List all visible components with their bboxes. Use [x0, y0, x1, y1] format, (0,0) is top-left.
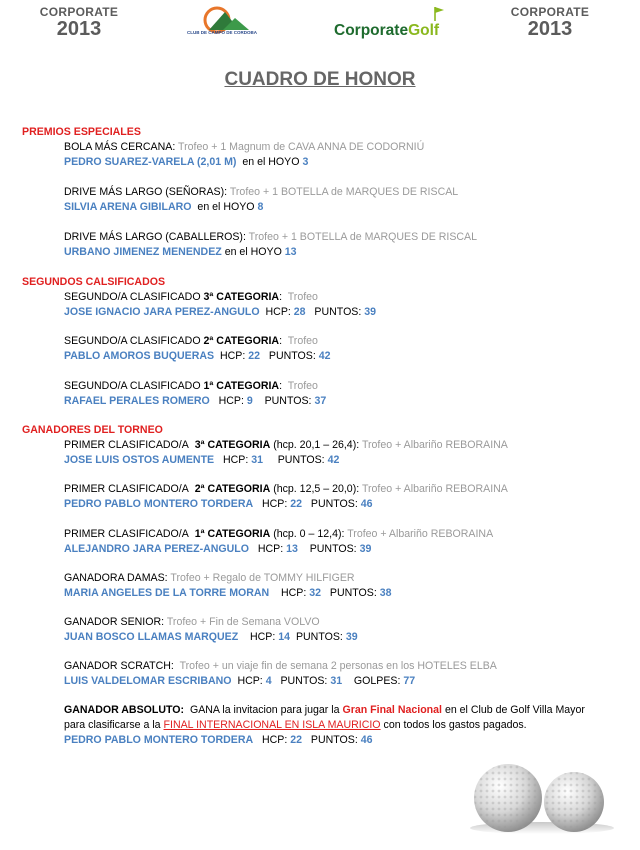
winner-name: URBANO JIMENEZ MENENDEZ — [64, 246, 222, 258]
prize-line-primero-1 — [64, 528, 493, 541]
corporate-2013-badge-left — [36, 6, 122, 39]
prize-line-segundo-3: SEGUNDO/A CLASIFICADO 3ª CATEGORIA: Trofeo — [64, 291, 318, 303]
category: 2ª CATEGORIA — [203, 335, 280, 347]
prize-line-segundo-2: SEGUNDO/A CLASIFICADO 2ª CATEGORIA: Trofeo — [64, 335, 318, 347]
hcp-value: 31 — [251, 454, 264, 466]
puntos-label: PUNTOS: — [277, 454, 325, 466]
prize-label: BOLA MÁS CERCANA: — [64, 141, 176, 153]
winner-line-cercana — [64, 156, 308, 169]
puntos-value: 46 — [360, 498, 373, 510]
winner-line-segundo-1 — [64, 395, 326, 408]
puntos-label: PUNTOS: — [309, 543, 357, 555]
puntos-label: PUNTOS: — [310, 498, 358, 510]
hcp-value: 28 — [293, 306, 306, 318]
winner-line-senoras — [64, 201, 263, 214]
hcp-range: (hcp. 12,5 – 20,0): — [273, 483, 360, 495]
hcp-value: 4 — [265, 675, 272, 687]
prize-line-cercana — [64, 141, 424, 154]
category: 1ª CATEGORIA — [203, 380, 280, 392]
winner-line-primero-2 — [64, 498, 373, 511]
badge-line1: CORPORATE — [39, 5, 119, 19]
hole-number: 13 — [284, 246, 297, 258]
section-heading-ganadores: GANADORES DEL TORNEO — [22, 424, 163, 436]
winner-name: MARIA ANGELES DE LA TORRE MORAN — [64, 587, 270, 599]
absoluto-text1: GANA la invitacion para jugar la — [189, 704, 340, 716]
badge-line2: 2013 — [56, 18, 102, 40]
winner-line-senior — [64, 631, 358, 644]
prize-description: Trofeo + un viaje fin de semana 2 personas en los HOTELES ELBA — [179, 660, 497, 672]
hcp-label: HCP: — [261, 734, 288, 746]
hole-label: en el HOYO — [197, 201, 255, 213]
prize-line-caballeros — [64, 231, 477, 244]
hole-label: en el HOYO — [242, 156, 300, 168]
prize-label: GANADOR ABSOLUTO: — [64, 704, 185, 716]
section-heading-segundos: SEGUNDOS CALSIFICADOS — [22, 276, 166, 288]
winner-name: JUAN BOSCO LLAMAS MARQUEZ — [64, 631, 239, 643]
prize-label: GANADORA DAMAS: — [64, 572, 168, 584]
category: 1ª CATEGORIA — [194, 528, 271, 540]
winner-line-scratch — [64, 675, 415, 688]
hcp-label: HCP: — [281, 587, 307, 599]
hcp-label: HCP: — [265, 306, 291, 318]
final-internacional-text: FINAL INTERNACIONAL EN ISLA MAURICIO — [163, 719, 381, 731]
badge-line2: 2013 — [527, 18, 573, 40]
prize-description: Trofeo — [287, 291, 318, 303]
hcp-label: HCP: — [218, 395, 244, 407]
hcp-label: HCP: — [219, 350, 246, 362]
puntos-value: 31 — [330, 675, 343, 687]
club-logo-caption: CLUB DE CAMPO DE CORDOBA — [186, 30, 257, 35]
winner-name: JOSE IGNACIO JARA PEREZ-ANGULO — [64, 306, 260, 318]
golpes-label: GOLPES: — [353, 675, 401, 687]
gran-final-text: Gran Final Nacional — [342, 704, 442, 716]
prize-label: PRIMER CLASIFICADO/A — [64, 483, 189, 495]
absoluto-text2: en el Club de Golf Villa Mayor — [444, 704, 585, 716]
winner-name: SILVIA ARENA GIBILARO — [64, 201, 192, 213]
puntos-value: 39 — [359, 543, 372, 555]
prize-line-primero-2 — [64, 483, 508, 496]
puntos-value: 39 — [364, 306, 377, 318]
prize-label: SEGUNDO/A CLASIFICADO — [64, 291, 201, 303]
category: 2ª CATEGORIA — [194, 483, 271, 495]
winner-line-segundo-2 — [64, 350, 331, 363]
hcp-value: 9 — [246, 395, 253, 407]
page-title: CUADRO DE HONOR — [224, 69, 416, 90]
hole-number: 3 — [302, 156, 309, 168]
puntos-label: PUNTOS: — [280, 675, 328, 687]
hcp-value: 22 — [290, 498, 303, 510]
hcp-range: (hcp. 0 – 12,4): — [273, 528, 345, 540]
absoluto-text3: para clasificarse a la — [64, 719, 161, 731]
prize-description: Trofeo + 1 BOTELLA de MARQUES DE RISCAL — [229, 186, 459, 198]
winner-line-damas — [64, 587, 392, 600]
hole-number: 8 — [257, 201, 264, 213]
brand-part1: Corporate — [334, 22, 409, 39]
prize-line-absoluto — [64, 704, 585, 717]
badge-line1: CORPORATE — [510, 5, 590, 19]
prize-label: GANADOR SCRATCH: — [64, 660, 174, 672]
hcp-range: (hcp. 20,1 – 26,4): — [273, 439, 360, 451]
brand-wordmark — [334, 22, 439, 40]
hcp-label: HCP: — [261, 498, 288, 510]
prize-description: Trofeo + 1 BOTELLA de MARQUES DE RISCAL — [248, 231, 478, 243]
hcp-label: HCP: — [222, 454, 249, 466]
prize-description: Trofeo — [287, 380, 318, 392]
golpes-value: 77 — [403, 675, 416, 687]
prize-description: Trofeo + Albariño REBORAINA — [347, 528, 494, 540]
category: 3ª CATEGORIA — [194, 439, 271, 451]
prize-label: DRIVE MÁS LARGO (SEÑORAS): — [64, 186, 228, 198]
prize-label: PRIMER CLASIFICADO/A — [64, 528, 189, 540]
prize-label: SEGUNDO/A CLASIFICADO — [64, 335, 201, 347]
winner-name: RAFAEL PERALES ROMERO — [64, 395, 210, 407]
hcp-value: 22 — [290, 734, 303, 746]
hole-label: en el HOYO — [224, 246, 282, 258]
prize-line-scratch — [64, 660, 497, 673]
section-heading-premios: PREMIOS ESPECIALES — [22, 126, 141, 138]
brand-part2: Golf — [408, 22, 440, 39]
winner-name: JOSE LUIS OSTOS AUMENTE — [64, 454, 215, 466]
winner-name: ALEJANDRO JARA PEREZ-ANGULO — [64, 543, 250, 555]
hcp-value: 13 — [286, 543, 298, 555]
prize-line-senoras — [64, 186, 458, 199]
winner-name: PEDRO PABLO MONTERO TORDERA — [64, 734, 254, 746]
category: 3ª CATEGORIA — [203, 291, 280, 303]
puntos-label: PUNTOS: — [314, 306, 362, 318]
hcp-label: HCP: — [237, 675, 263, 687]
prize-line-segundo-1: SEGUNDO/A CLASIFICADO 1ª CATEGORIA: Trofeo — [64, 380, 318, 392]
winner-name: LUIS VALDELOMAR ESCRIBANO — [64, 675, 232, 687]
golf-balls-image — [466, 758, 618, 834]
puntos-value: 42 — [318, 350, 331, 362]
prize-label: PRIMER CLASIFICADO/A — [64, 439, 189, 451]
prize-description: Trofeo + Fin de Semana VOLVO — [166, 616, 320, 628]
prize-description: Trofeo + Albariño REBORAINA — [361, 483, 508, 495]
golf-flag-icon — [432, 6, 446, 22]
hcp-value: 32 — [309, 587, 322, 599]
prize-description: Trofeo + Regalo de TOMMY HILFIGER — [170, 572, 355, 584]
prize-description: Trofeo + Albariño REBORAINA — [361, 439, 508, 451]
puntos-label: PUNTOS: — [310, 734, 358, 746]
prize-line-primero-3 — [64, 439, 508, 452]
puntos-label: PUNTOS: — [264, 395, 312, 407]
prize-label: GANADOR SENIOR: — [64, 616, 165, 628]
prize-label: DRIVE MÁS LARGO (CABALLEROS): — [64, 231, 246, 243]
prize-line-absoluto-cont — [64, 719, 527, 732]
winner-name: PABLO AMOROS BUQUERAS — [64, 350, 215, 362]
hcp-label: HCP: — [257, 543, 284, 555]
winner-line-primero-3 — [64, 454, 339, 467]
winner-line-caballeros — [64, 246, 297, 259]
puntos-value: 38 — [379, 587, 392, 599]
prize-line-senior — [64, 616, 320, 629]
corporate-2013-badge-right — [507, 6, 593, 39]
prize-line-damas — [64, 572, 355, 585]
puntos-label: PUNTOS: — [268, 350, 316, 362]
winner-name: PEDRO PABLO MONTERO TORDERA — [64, 498, 254, 510]
hcp-label: HCP: — [250, 631, 276, 643]
prize-description: Trofeo + 1 Magnum de CAVA ANNA DE CODORNIÚ — [178, 141, 425, 153]
puntos-value: 37 — [314, 395, 327, 407]
winner-line-absoluto — [64, 734, 373, 747]
puntos-value: 39 — [345, 631, 358, 643]
puntos-value: 42 — [327, 454, 340, 466]
hcp-value: 22 — [248, 350, 261, 362]
puntos-label: PUNTOS: — [295, 631, 343, 643]
puntos-value: 46 — [360, 734, 373, 746]
winner-name: PEDRO SUAREZ-VARELA (2,01 M) — [64, 156, 237, 168]
winner-line-segundo-3 — [64, 306, 376, 319]
prize-label: SEGUNDO/A CLASIFICADO — [64, 380, 201, 392]
absoluto-text4: con todos los gastos pagados. — [383, 719, 527, 731]
prize-description: Trofeo — [287, 335, 318, 347]
hcp-value: 14 — [278, 631, 291, 643]
winner-line-primero-1 — [64, 543, 371, 556]
puntos-label: PUNTOS: — [329, 587, 377, 599]
